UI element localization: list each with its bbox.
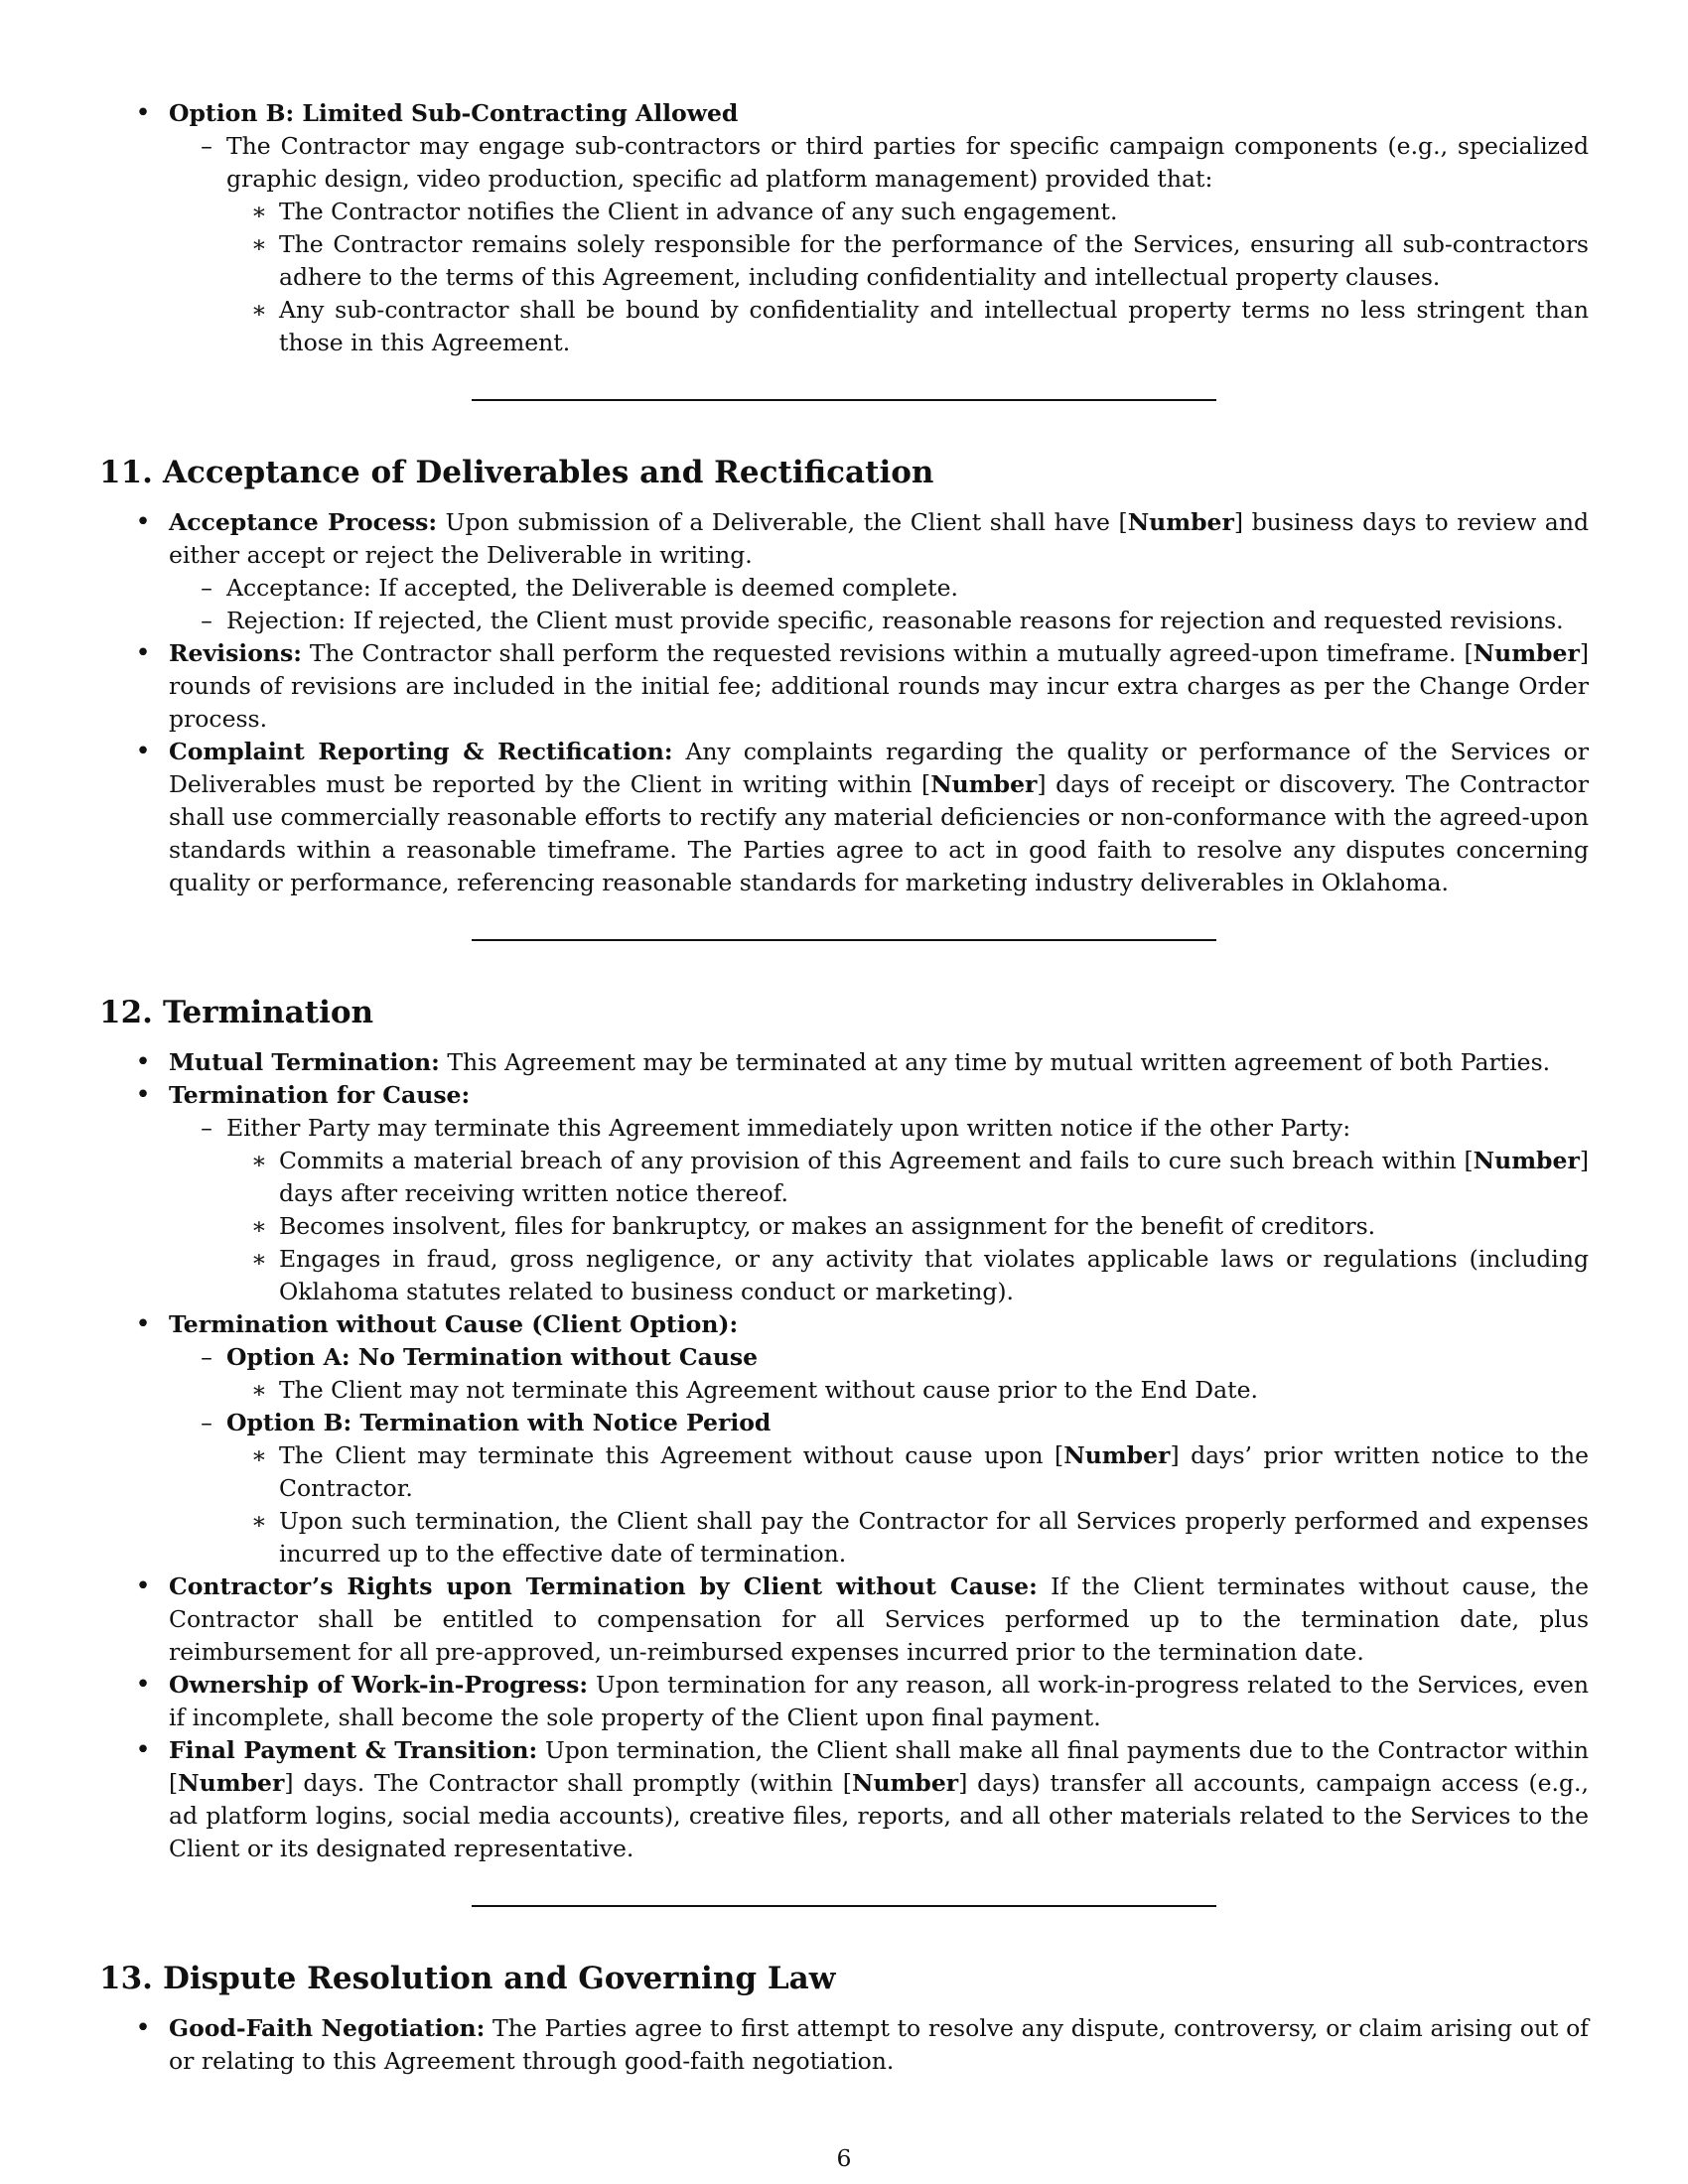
item-text: The Client may terminate this Agreement without cause upon [ [279, 1441, 1064, 1469]
item-text: Any complaints regarding the quality or performance of the Services or Deliverables must be reported by the Client in writing within [ [169, 738, 1589, 798]
list-subsubitem [99, 294, 1589, 359]
asterisk-icon: ∗ [251, 1441, 267, 1469]
dash-icon: – [201, 1409, 212, 1436]
section-number: 11. [99, 455, 153, 490]
list-subsubitem [99, 196, 1589, 228]
placeholder-number: Number [1063, 1441, 1171, 1469]
list-subsubitem [99, 1210, 1589, 1243]
item-text: The Parties agree to first attempt to resolve any dispute, controversy, or claim arising out of or relating to this Agreement through good-faith negotiation. [169, 2014, 1589, 2075]
asterisk-icon: ∗ [251, 296, 267, 324]
item-label: Option B: Limited Sub-Contracting Allowed [169, 99, 739, 127]
bullet-icon: • [135, 1670, 151, 1700]
item-text: The Contractor may engage sub-contractors or third parties for specific campaign components (e.g., specialized graphic design, video production, specific ad platform management) provided that: [226, 132, 1589, 193]
item-text: ] days of receipt or discovery. The Contractor shall use commercially reasonable efforts to rectify any material deficiencies or non-conformance with the agreed-upon standards within a reasonable timeframe. The Parties agree to act in good faith to resolve any disputes concerning quality or performance, referencing reasonable standards for marketing industry deliverables in Oklahoma. [169, 770, 1589, 896]
bullet-icon: • [135, 737, 151, 766]
item-label: Termination for Cause: [169, 1081, 471, 1109]
item-text: Acceptance: If accepted, the Deliverable is deemed complete. [226, 574, 958, 602]
list-subsubitem [99, 1439, 1589, 1505]
item-text: The Contractor remains solely responsible for the performance of the Services, ensuring all sub-contractors adhere to the terms of this Agreement, including confidentiality and intellectual property clauses. [279, 230, 1589, 291]
placeholder-number: Number [930, 770, 1038, 798]
section-title: Dispute Resolution and Governing Law [163, 1961, 836, 1996]
item-text: Upon termination for any reason, all work-in-progress related to the Services, even if incomplete, shall become the sole property of the Client upon final payment. [169, 1671, 1589, 1731]
list-item-mutual-termination [99, 1046, 1589, 1079]
section-heading-11 [99, 453, 1589, 492]
list-item-contractor-rights [99, 1570, 1589, 1669]
section-divider [472, 939, 1216, 941]
bullet-icon: • [135, 1309, 151, 1339]
section-heading-13 [99, 1959, 1589, 1998]
bullet-icon: • [135, 98, 151, 128]
list-item-good-faith-negotiation [99, 2012, 1589, 2078]
item-label: Complaint Reporting & Rectification: [169, 738, 673, 765]
dash-icon: – [201, 1114, 212, 1142]
item-text: ] business days to review and either accept or reject the Deliverable in writing. [169, 508, 1589, 569]
list-item-final-payment [99, 1734, 1589, 1865]
section-number: 12. [99, 995, 153, 1030]
item-text: ] days) transfer all accounts, campaign access (e.g., ad platform logins, social media accounts), creative files, reports, and all other materials related to the Services to the Client or its designated representative. [169, 1769, 1589, 1862]
item-label: Ownership of Work-in-Progress: [169, 1671, 589, 1699]
item-text: ] rounds of revisions are included in the initial fee; additional rounds may incur extra charges as per the Change Order process. [169, 639, 1589, 733]
item-text: Upon submission of a Deliverable, the Client shall have [ [445, 508, 1128, 536]
dash-icon: – [201, 1343, 212, 1371]
bullet-icon: • [135, 1735, 151, 1765]
placeholder-number: Number [1473, 1147, 1580, 1174]
asterisk-icon: ∗ [251, 1245, 267, 1273]
item-label: Option A: No Termination without Cause [226, 1343, 759, 1371]
list-item-revisions [99, 637, 1589, 736]
section-title: Termination [163, 995, 374, 1030]
item-text: Any sub-contractor shall be bound by confidentiality and intellectual property terms no less stringent than those in this Agreement. [279, 296, 1589, 356]
asterisk-icon: ∗ [251, 1376, 267, 1404]
item-label: Option B: Termination with Notice Period [226, 1409, 772, 1436]
item-text: ] days after receiving written notice thereof. [279, 1147, 1589, 1207]
item-label: Contractor’s Rights upon Termination by Client without Cause: [169, 1572, 1038, 1600]
list-subitem [99, 605, 1589, 637]
item-text: ] days’ prior written notice to the Contractor. [279, 1441, 1589, 1502]
item-text: Upon such termination, the Client shall pay the Contractor for all Services properly performed and expenses incurred up to the effective date of termination. [279, 1507, 1589, 1568]
bullet-icon: • [135, 507, 151, 537]
item-text: The Contractor notifies the Client in advance of any such engagement. [279, 198, 1118, 225]
asterisk-icon: ∗ [251, 1507, 267, 1535]
dash-icon: – [201, 574, 212, 602]
section-divider [472, 1905, 1216, 1907]
section-divider [472, 399, 1216, 401]
page-number: 6 [836, 2144, 852, 2172]
list-item-acceptance-process [99, 506, 1589, 572]
section-title: Acceptance of Deliverables and Rectification [163, 455, 934, 490]
item-text: Rejection: If rejected, the Client must provide specific, reasonable reasons for rejection and requested revisions. [226, 607, 1564, 634]
item-text: If the Client terminates without cause, the Contractor shall be entitled to compensation for all Services performed up to the termination date, plus reimbursement for all pre-approved, un-reimbursed expenses incurred prior to the termination date. [169, 1572, 1589, 1666]
list-item-termination-without-cause [99, 1308, 1589, 1341]
item-text: Upon termination, the Client shall make all final payments due to the Contractor within [ [169, 1736, 1589, 1797]
item-text: ] days. The Contractor shall promptly (within [ [284, 1769, 852, 1797]
dash-icon: – [201, 132, 212, 160]
placeholder-number: Number [1473, 639, 1580, 667]
list-item-work-in-progress [99, 1669, 1589, 1734]
list-subsubitem [99, 228, 1589, 294]
item-label: Final Payment & Transition: [169, 1736, 538, 1764]
item-label: Termination without Cause (Client Option): [169, 1310, 739, 1338]
item-text: This Agreement may be terminated at any time by mutual written agreement of both Parties. [447, 1048, 1551, 1076]
list-subsubitem [99, 1374, 1589, 1407]
bullet-icon: • [135, 1047, 151, 1077]
asterisk-icon: ∗ [251, 1212, 267, 1240]
bullet-icon: • [135, 2013, 151, 2043]
item-label: Mutual Termination: [169, 1048, 440, 1076]
placeholder-number: Number [178, 1769, 285, 1797]
placeholder-number: Number [851, 1769, 959, 1797]
item-text: The Contractor shall perform the requested revisions within a mutually agreed-upon timeframe. [ [309, 639, 1474, 667]
list-subsubitem [99, 1145, 1589, 1210]
item-text: Becomes insolvent, files for bankruptcy, or makes an assignment for the benefit of creditors. [279, 1212, 1376, 1240]
list-subitem [99, 572, 1589, 605]
item-label: Revisions: [169, 639, 302, 667]
bullet-icon: • [135, 1571, 151, 1601]
dash-icon: – [201, 607, 212, 634]
section-number: 13. [99, 1961, 153, 1996]
placeholder-number: Number [1127, 508, 1234, 536]
list-item-subcontract-option-b [99, 97, 1589, 130]
asterisk-icon: ∗ [251, 1147, 267, 1174]
list-item-termination-for-cause [99, 1079, 1589, 1112]
item-label: Good-Faith Negotiation: [169, 2014, 486, 2042]
list-subitem-option-a [99, 1341, 1589, 1374]
bullet-icon: • [135, 1080, 151, 1110]
list-subsubitem [99, 1243, 1589, 1308]
item-text: The Client may not terminate this Agreement without cause prior to the End Date. [279, 1376, 1258, 1404]
item-text: Engages in fraud, gross negligence, or any activity that violates applicable laws or regulations (including Oklahoma statutes related to business conduct or marketing). [279, 1245, 1589, 1305]
list-subitem [99, 130, 1589, 196]
list-subitem-option-b [99, 1407, 1589, 1439]
asterisk-icon: ∗ [251, 198, 267, 225]
item-text: Commits a material breach of any provision of this Agreement and fails to cure such breach within [ [279, 1147, 1474, 1174]
bullet-icon: • [135, 638, 151, 668]
list-subsubitem [99, 1505, 1589, 1570]
asterisk-icon: ∗ [251, 230, 267, 258]
document-content [99, 97, 1589, 2078]
item-label: Acceptance Process: [169, 508, 438, 536]
section-heading-12 [99, 993, 1589, 1032]
list-item-complaint-reporting [99, 736, 1589, 899]
item-text: Either Party may terminate this Agreement immediately upon written notice if the other Party: [226, 1114, 1351, 1142]
list-subitem [99, 1112, 1589, 1145]
